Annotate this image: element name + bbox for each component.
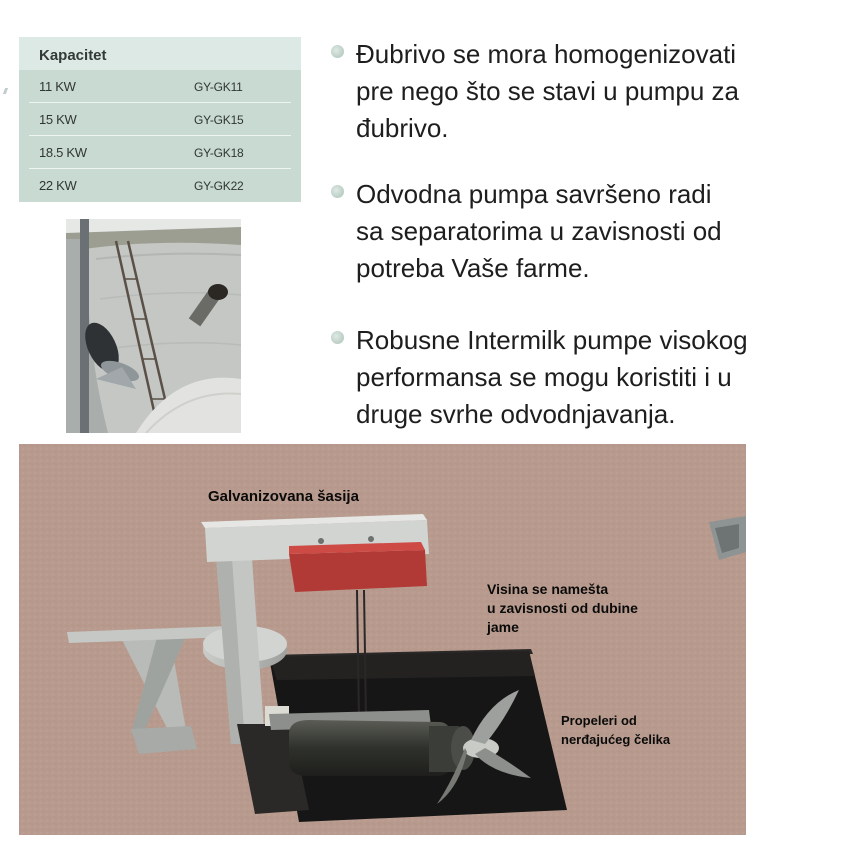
table-cell-model: GY-GK18 — [194, 146, 244, 160]
capacity-table-header: Kapacitet — [19, 37, 301, 70]
table-row — [29, 103, 291, 136]
label-line: u zavisnosti od dubine — [487, 600, 638, 616]
mixer-render — [19, 444, 746, 835]
bullet-line: druge svrhe odvodnjavanja. — [356, 399, 676, 429]
bullet-line: đubrivo. — [356, 113, 449, 143]
pit-photo — [66, 219, 241, 433]
table-row — [29, 169, 291, 201]
table-cell-power: 22 KW — [39, 178, 77, 193]
bullet-line: potreba Vaše farme. — [356, 253, 590, 283]
label-line: Visina se namešta — [487, 581, 609, 597]
stray-mark — [3, 88, 8, 94]
bullet-line: Robusne Intermilk pumpe visokog — [356, 325, 748, 355]
bullet-text — [356, 176, 846, 287]
bullet-dot-icon — [331, 45, 344, 58]
table-cell-model: GY-GK11 — [194, 80, 243, 94]
bullet-dot-icon — [331, 331, 344, 344]
bullet-line: Odvodna pumpa savršeno radi — [356, 179, 712, 209]
bullet-text — [356, 322, 846, 433]
table-cell-model: GY-GK15 — [194, 113, 244, 127]
bullet-line: Đubrivo se mora homogenizovati — [356, 39, 737, 69]
label-chassis: Galvanizovana šasija — [208, 488, 359, 505]
label-propeller — [561, 711, 741, 749]
bullet-line: sa separatorima u zavisnosti od — [356, 216, 722, 246]
label-height — [487, 580, 707, 637]
label-line: nerđajućeg čelika — [561, 732, 671, 747]
bullet-text — [356, 36, 846, 147]
table-cell-power: 11 KW — [39, 79, 76, 94]
capacity-table — [19, 37, 301, 202]
label-line: Propeleri od — [561, 713, 637, 728]
bullet-line: pre nego što se stavi u pumpu za — [356, 76, 740, 106]
table-cell-power: 15 KW — [39, 112, 77, 127]
table-cell-model: GY-GK22 — [194, 179, 244, 193]
table-row — [29, 136, 291, 169]
bullet-line: performansa se mogu koristiti i u — [356, 362, 732, 392]
bullet-dot-icon — [331, 185, 344, 198]
table-cell-power: 18.5 KW — [39, 145, 87, 160]
label-line: jame — [487, 619, 519, 635]
table-row — [29, 70, 291, 103]
